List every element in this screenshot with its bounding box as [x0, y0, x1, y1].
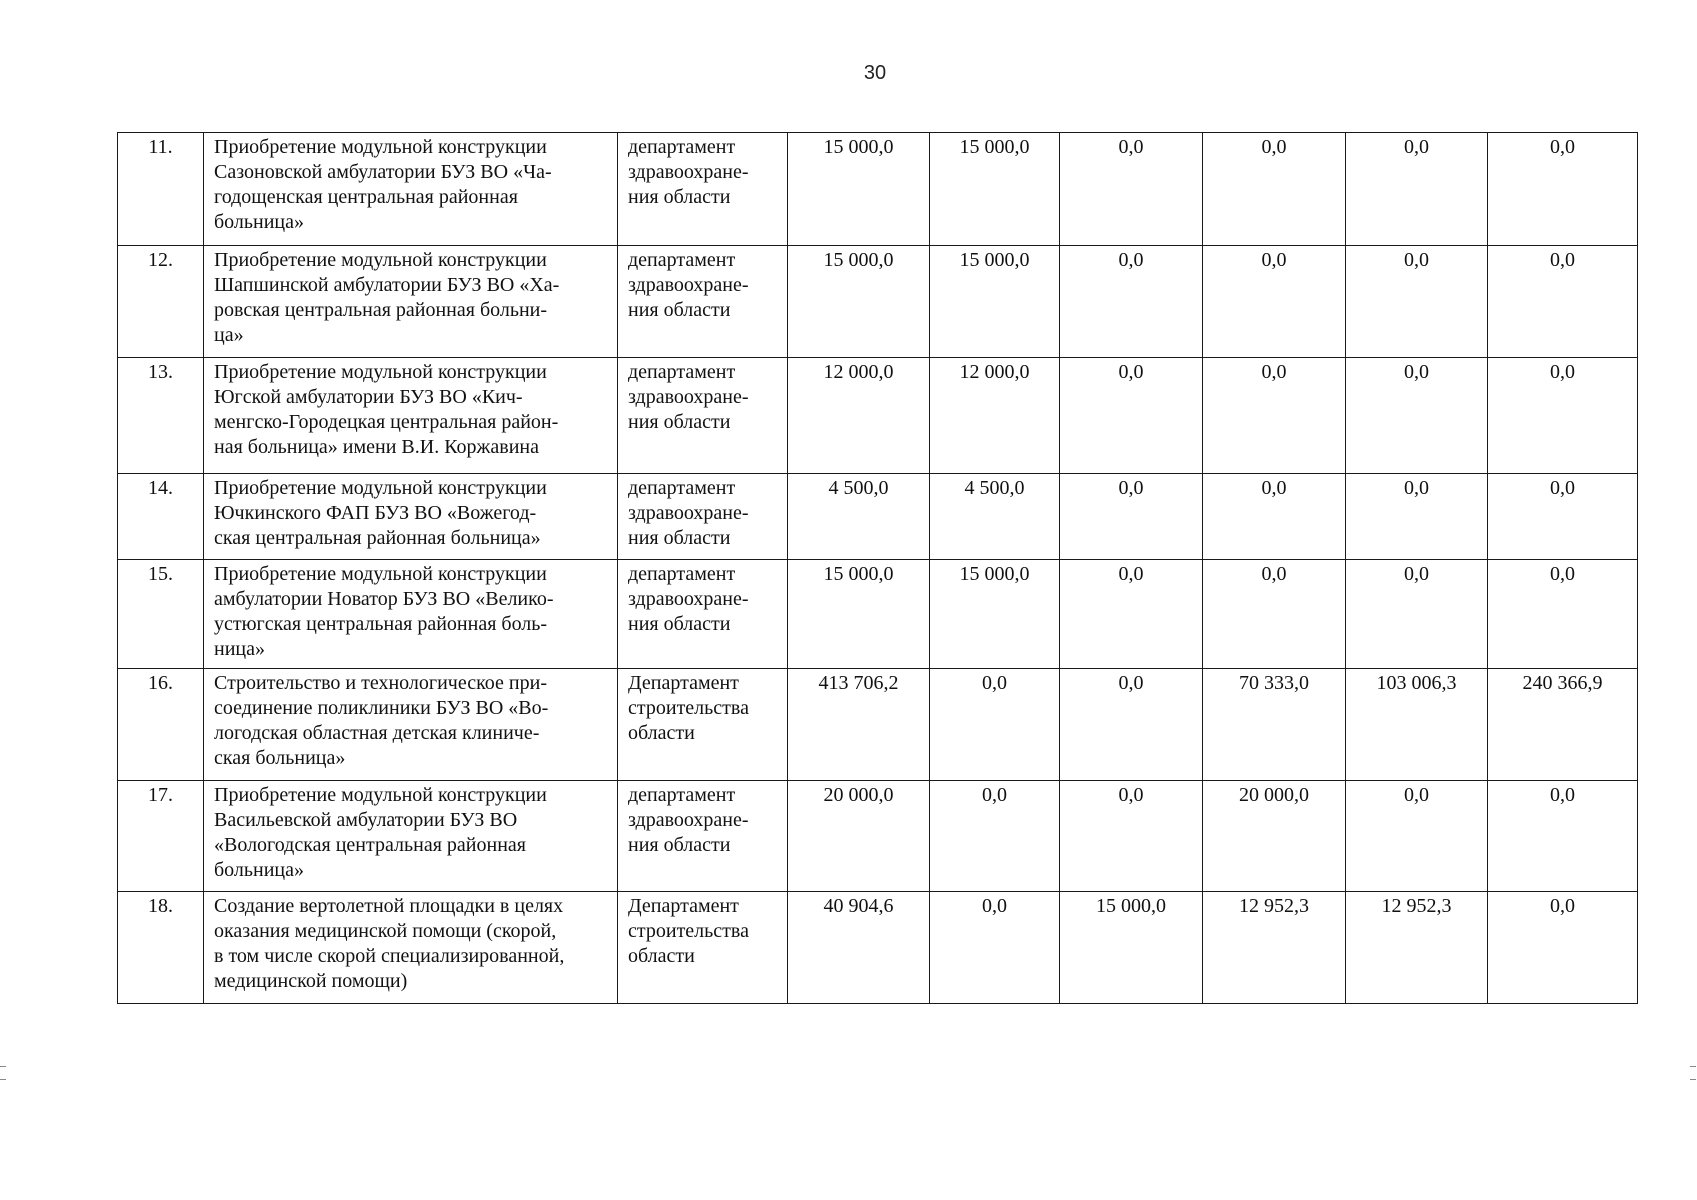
value-cell: 0,0 — [1060, 781, 1203, 892]
value-cell: 0,0 — [1488, 133, 1638, 246]
value-cell: 0,0 — [930, 669, 1060, 781]
table-row — [118, 246, 1638, 358]
value-cell: 4 500,0 — [930, 474, 1060, 560]
value-cell: 15 000,0 — [930, 246, 1060, 358]
table-row — [118, 474, 1638, 560]
value-cell: 0,0 — [930, 892, 1060, 1004]
value-cell: 0,0 — [1060, 474, 1203, 560]
project-name: Приобретение модульной конструкции Сазоновской амбулатории БУЗ ВО «Ча- годощенская центральная районная больница» — [204, 133, 618, 246]
value-cell: 0,0 — [1203, 133, 1346, 246]
value-cell: 12 000,0 — [930, 358, 1060, 474]
executor: департамент здравоохране- ния области — [618, 246, 788, 358]
executor: департамент здравоохране- ния области — [618, 358, 788, 474]
row-number: 11. — [118, 133, 204, 246]
executor: Департамент строительства области — [618, 892, 788, 1004]
table-row — [118, 669, 1638, 781]
value-cell: 0,0 — [1060, 133, 1203, 246]
table-row — [118, 781, 1638, 892]
table-row — [118, 358, 1638, 474]
value-cell: 0,0 — [1203, 560, 1346, 669]
executor: департамент здравоохране- ния области — [618, 781, 788, 892]
right-margin-mark — [1690, 1066, 1696, 1080]
row-number: 14. — [118, 474, 204, 560]
value-cell: 0,0 — [1060, 669, 1203, 781]
value-cell: 15 000,0 — [788, 560, 930, 669]
value-cell: 0,0 — [1488, 781, 1638, 892]
value-cell: 0,0 — [1060, 560, 1203, 669]
page-number: 30 — [863, 62, 887, 84]
value-cell: 0,0 — [1346, 358, 1488, 474]
value-cell: 15 000,0 — [788, 246, 930, 358]
project-name: Приобретение модульной конструкции амбулатории Новатор БУЗ ВО «Велико- устюгская центральная районная боль- ница» — [204, 560, 618, 669]
executor: департамент здравоохране- ния области — [618, 474, 788, 560]
value-cell: 0,0 — [1346, 246, 1488, 358]
value-cell: 0,0 — [1346, 133, 1488, 246]
project-name: Создание вертолетной площадки в целях оказания медицинской помощи (скорой, в том числе скорой специализированной, медицинской помощи) — [204, 892, 618, 1004]
project-name: Приобретение модульной конструкции Шапшинской амбулатории БУЗ ВО «Ха- ровская центральная районная больни- ца» — [204, 246, 618, 358]
value-cell: 103 006,3 — [1346, 669, 1488, 781]
table-body — [118, 133, 1638, 1004]
value-cell: 70 333,0 — [1203, 669, 1346, 781]
value-cell: 0,0 — [1203, 246, 1346, 358]
table-row — [118, 133, 1638, 246]
row-number: 17. — [118, 781, 204, 892]
value-cell: 0,0 — [1488, 892, 1638, 1004]
table-row — [118, 560, 1638, 669]
value-cell: 12 952,3 — [1203, 892, 1346, 1004]
value-cell: 4 500,0 — [788, 474, 930, 560]
value-cell: 15 000,0 — [788, 133, 930, 246]
value-cell: 20 000,0 — [1203, 781, 1346, 892]
left-margin-mark — [0, 1066, 6, 1080]
table-row — [118, 892, 1638, 1004]
value-cell: 0,0 — [1488, 358, 1638, 474]
executor: департамент здравоохране- ния области — [618, 560, 788, 669]
value-cell: 15 000,0 — [1060, 892, 1203, 1004]
value-cell: 0,0 — [1488, 246, 1638, 358]
value-cell: 0,0 — [1488, 474, 1638, 560]
value-cell: 20 000,0 — [788, 781, 930, 892]
value-cell: 0,0 — [1060, 246, 1203, 358]
value-cell: 12 952,3 — [1346, 892, 1488, 1004]
program-table — [117, 132, 1638, 1004]
value-cell: 0,0 — [1203, 358, 1346, 474]
project-name: Приобретение модульной конструкции Васильевской амбулатории БУЗ ВО «Вологодская центральная районная больница» — [204, 781, 618, 892]
value-cell: 40 904,6 — [788, 892, 930, 1004]
project-name: Приобретение модульной конструкции Югской амбулатории БУЗ ВО «Кич- менгско-Городецкая центральная район- ная больница» имени В.И. Коржавина — [204, 358, 618, 474]
value-cell: 15 000,0 — [930, 133, 1060, 246]
value-cell: 0,0 — [1346, 781, 1488, 892]
value-cell: 413 706,2 — [788, 669, 930, 781]
value-cell: 0,0 — [1346, 474, 1488, 560]
value-cell: 0,0 — [1488, 560, 1638, 669]
executor: департамент здравоохране- ния области — [618, 133, 788, 246]
value-cell: 0,0 — [1203, 474, 1346, 560]
row-number: 18. — [118, 892, 204, 1004]
row-number: 16. — [118, 669, 204, 781]
project-name: Строительство и технологическое при- соединение поликлиники БУЗ ВО «Во- логодская областная детская клиниче- ская больница» — [204, 669, 618, 781]
row-number: 15. — [118, 560, 204, 669]
project-name: Приобретение модульной конструкции Ючкинского ФАП БУЗ ВО «Вожегод- ская центральная районная больница» — [204, 474, 618, 560]
value-cell: 0,0 — [930, 781, 1060, 892]
row-number: 13. — [118, 358, 204, 474]
executor: Департамент строительства области — [618, 669, 788, 781]
value-cell: 12 000,0 — [788, 358, 930, 474]
value-cell: 15 000,0 — [930, 560, 1060, 669]
value-cell: 240 366,9 — [1488, 669, 1638, 781]
value-cell: 0,0 — [1060, 358, 1203, 474]
value-cell: 0,0 — [1346, 560, 1488, 669]
row-number: 12. — [118, 246, 204, 358]
